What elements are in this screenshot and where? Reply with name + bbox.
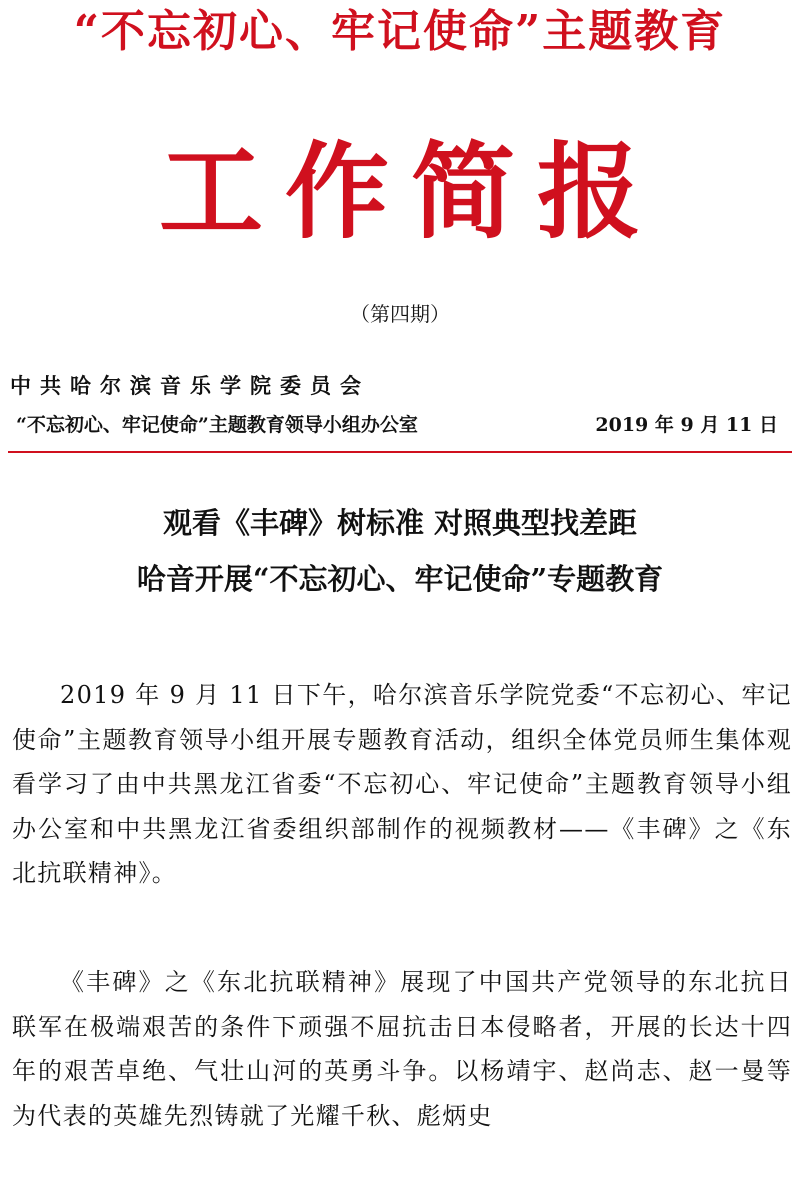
- article-paragraph: 《丰碑》之《东北抗联精神》展现了中国共产党领导的东北抗日联军在极端艰苦的条件下顽强不屈抗击日本侵略者，开展的长达十四年的艰苦卓绝、气壮山河的英勇斗争。以杨靖宇、赵尚志、赵一曼等为代表的英雄先烈铸就了光耀千秋、彪炳史: [12, 968, 792, 1130]
- theme-banner: “不忘初心、牢记使命”主题教育: [73, 6, 727, 57]
- issue-date: 2019 年 9 月 11 日: [595, 414, 778, 436]
- article-headline-line2: 哈音开展“不忘初心、牢记使命”专题教育: [136, 562, 664, 596]
- issuing-office: “不忘初心、牢记使命”主题教育领导小组办公室: [16, 414, 418, 436]
- article-headline-line1: 观看《丰碑》树标准 对照典型找差距: [162, 506, 638, 540]
- issue-number: （第四期）: [350, 302, 450, 326]
- issuing-organization: 中共哈尔滨音乐学院委员会: [10, 373, 370, 398]
- article-paragraph: 2019 年 9 月 11 日下午，哈尔滨音乐学院党委“不忘初心、牢记使命”主题教育领导小组开展专题教育活动，组织全体党员师生集体观看学习了由中共黑龙江省委“不忘初心、牢记使命”主题教育领导小组办公室和中共黑龙江省委组织部制作的视频教材——《丰碑》之《东北抗联精神》。: [12, 681, 792, 887]
- red-divider: [8, 451, 792, 453]
- masthead-title: 工作简报: [158, 130, 663, 253]
